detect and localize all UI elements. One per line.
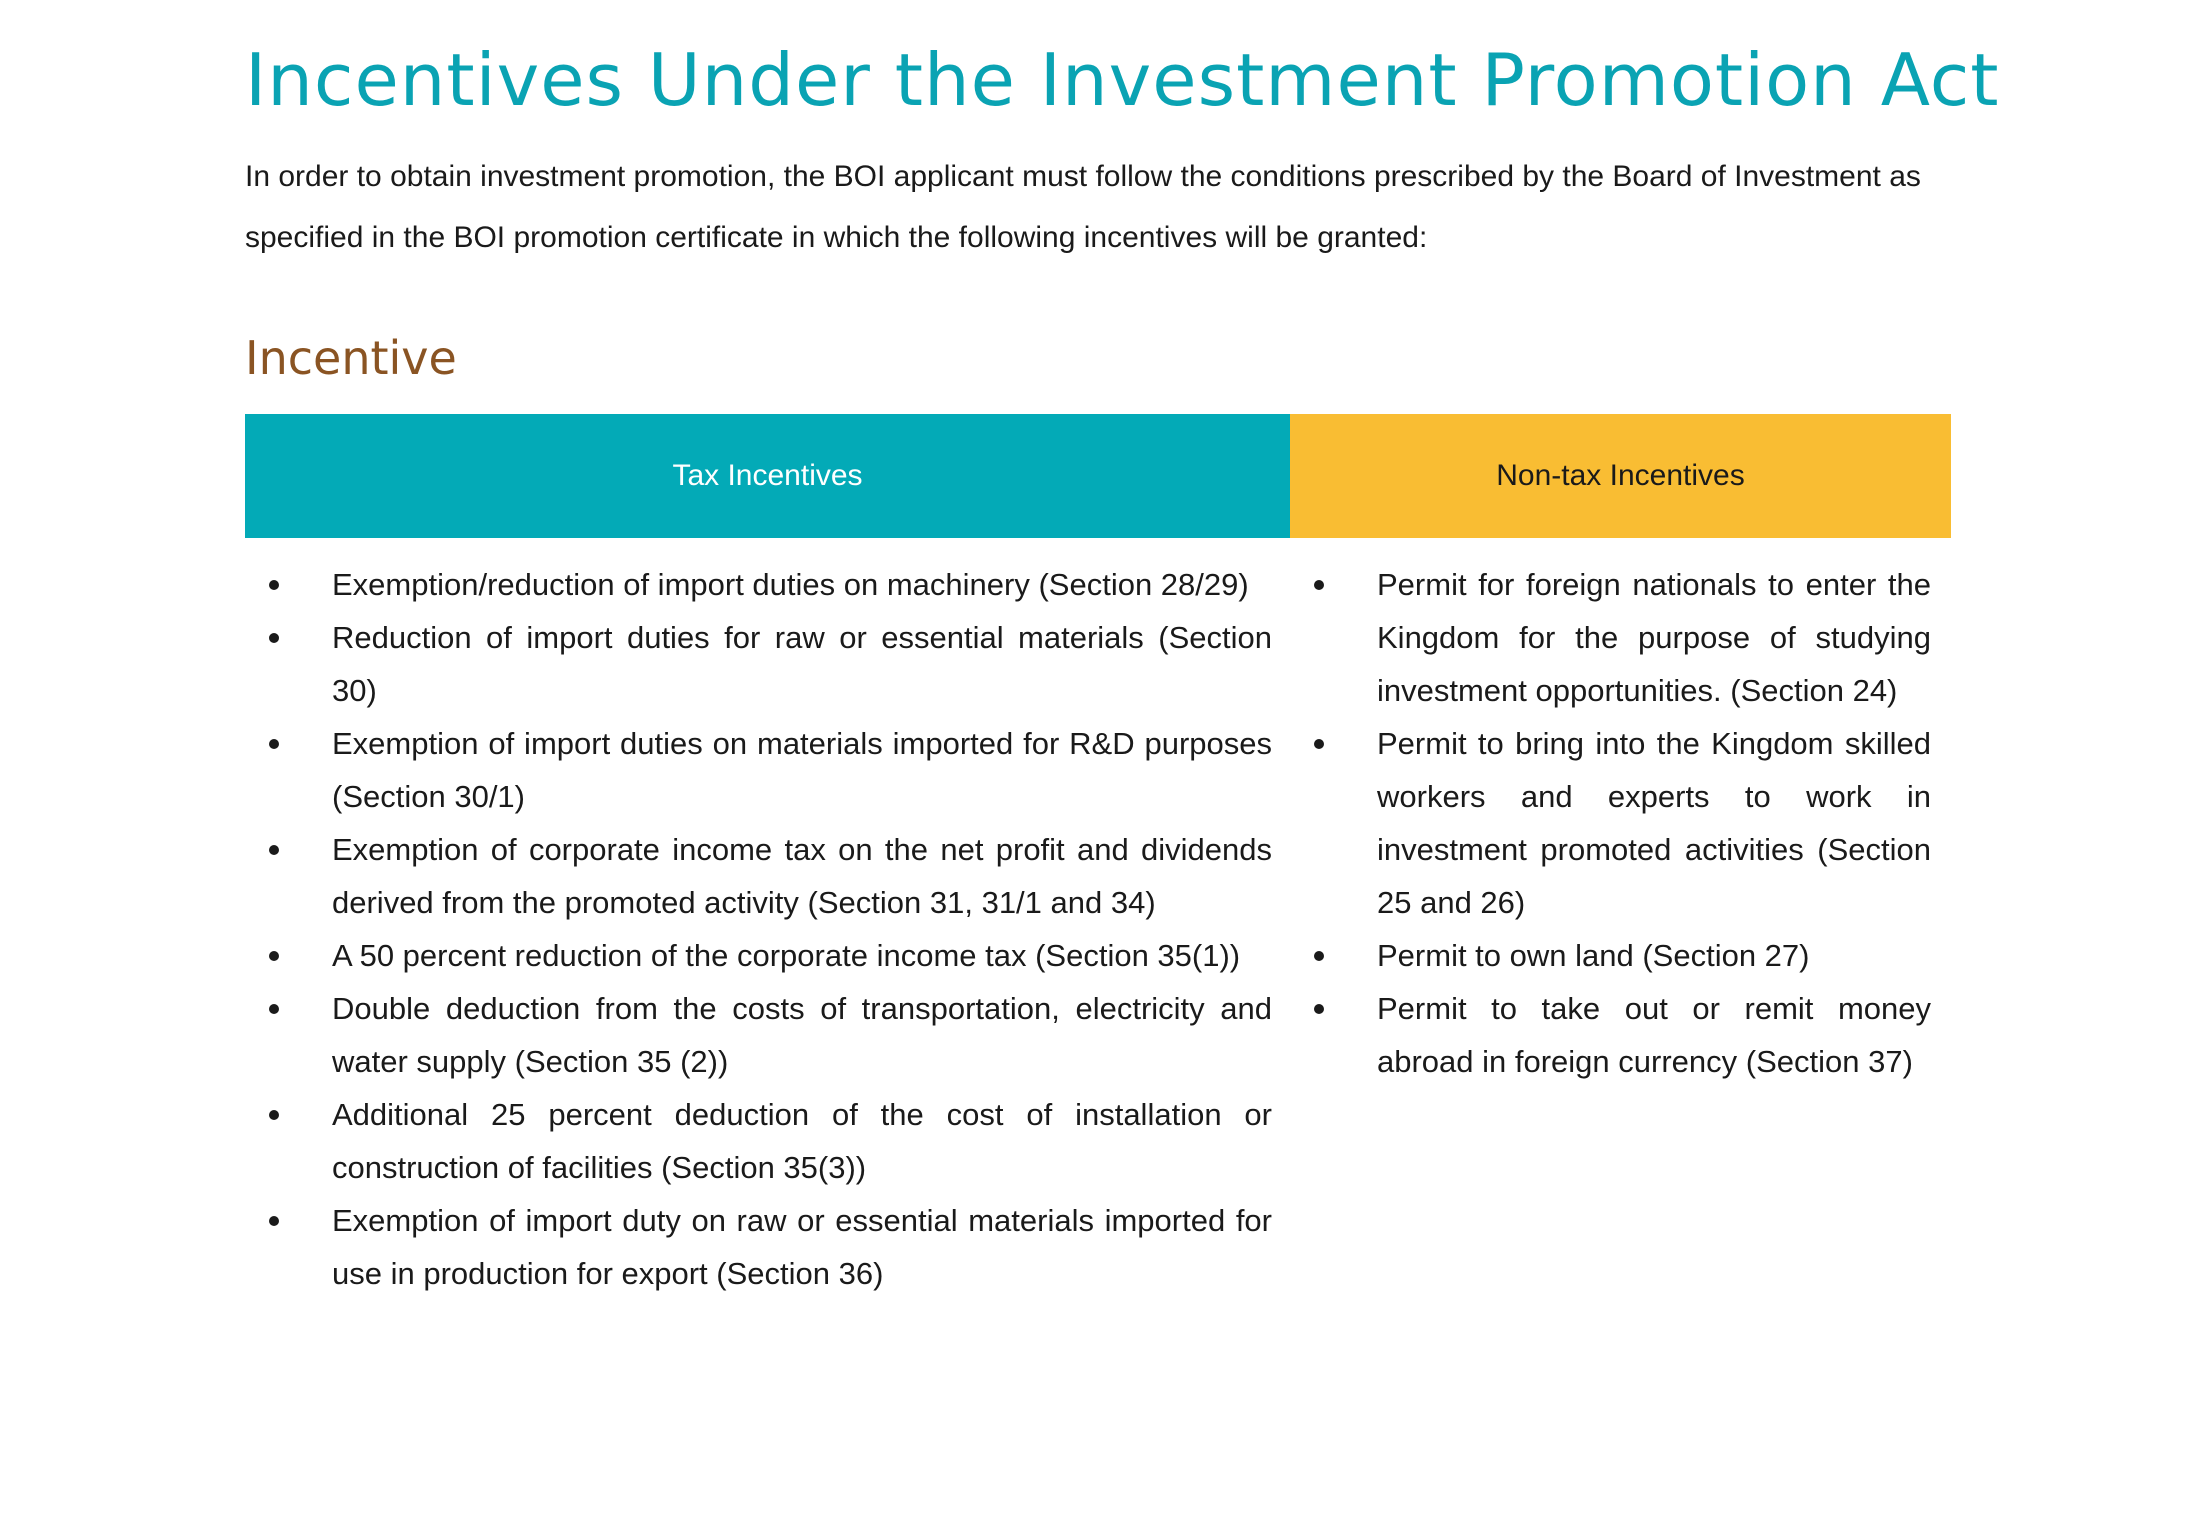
bullet-icon (1314, 739, 1324, 749)
list-item-text: Exemption/reduction of import duties on machinery (Section 28/29) (332, 567, 1249, 602)
list-item (265, 929, 1290, 982)
bullet-icon (269, 1216, 279, 1226)
non-tax-incentives-list (1290, 538, 1951, 1300)
tax-incentives-header: Tax Incentives (245, 414, 1290, 538)
bullet-icon (269, 633, 279, 643)
page-title: Incentives Under the Investment Promotion Act (245, 38, 2000, 122)
list-item (265, 1088, 1290, 1194)
bullet-icon (1314, 1004, 1324, 1014)
bullet-icon (1314, 580, 1324, 590)
list-item (1310, 982, 1951, 1088)
list-item-text: Permit to bring into the Kingdom skilled workers and experts to work in investment promoted activities (Section 25 and 26) (1377, 726, 1931, 920)
list-item-text: Permit to take out or remit money abroad in foreign currency (Section 37) (1377, 991, 1931, 1079)
bullet-icon (269, 1110, 279, 1120)
bullet-icon (269, 739, 279, 749)
bullet-icon (1314, 951, 1324, 961)
list-item-text: Permit for foreign nationals to enter the Kingdom for the purpose of studying investment opportunities. (Section 24) (1377, 567, 1931, 708)
list-item-text: Double deduction from the costs of transportation, electricity and water supply (Section 35 (2)) (332, 991, 1272, 1079)
bullet-icon (269, 845, 279, 855)
bullet-icon (269, 580, 279, 590)
list-item (265, 1194, 1290, 1300)
list-item (265, 611, 1290, 717)
non-tax-incentives-header: Non-tax Incentives (1290, 414, 1951, 538)
list-item (265, 717, 1290, 823)
list-item (1310, 929, 1951, 982)
section-heading: Incentive (245, 331, 457, 385)
incentives-table (245, 414, 1951, 1300)
list-item-text: A 50 percent reduction of the corporate income tax (Section 35(1)) (332, 938, 1241, 973)
table-header-row (245, 414, 1951, 538)
intro-paragraph: In order to obtain investment promotion, the BOI applicant must follow the conditions prescribed by the Board of Investment as specified in the BOI promotion certificate in which the following incentives will be granted: (245, 160, 1921, 254)
list-item-text: Exemption of import duty on raw or essential materials imported for use in production for export (Section 36) (332, 1203, 1272, 1291)
list-item (1310, 717, 1951, 929)
list-item (1310, 558, 1951, 717)
tax-incentives-list (245, 538, 1290, 1300)
table-body (245, 538, 1951, 1300)
list-item-text: Exemption of import duties on materials imported for R&D purposes (Section 30/1) (332, 726, 1272, 814)
bullet-icon (269, 1004, 279, 1014)
list-item-text: Permit to own land (Section 27) (1377, 938, 1810, 973)
list-item (265, 823, 1290, 929)
list-item-text: Exemption of corporate income tax on the net profit and dividends derived from the promoted activity (Section 31, 31/1 and 34) (332, 832, 1272, 920)
list-item (265, 982, 1290, 1088)
list-item (265, 558, 1290, 611)
list-item-text: Reduction of import duties for raw or essential materials (Section 30) (332, 620, 1272, 708)
bullet-icon (269, 951, 279, 961)
list-item-text: Additional 25 percent deduction of the cost of installation or construction of facilities (Section 35(3)) (332, 1097, 1272, 1185)
